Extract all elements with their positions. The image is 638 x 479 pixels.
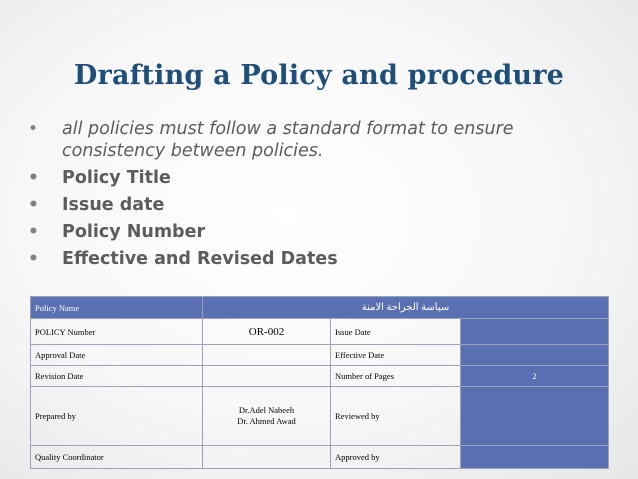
revision-date-value <box>203 366 331 387</box>
bullet-icon: • <box>28 249 39 269</box>
effective-date-label: Effective Date <box>331 345 461 366</box>
reviewed-by-label: Reviewed by <box>331 387 461 446</box>
prepared-by-label: Prepared by <box>31 387 203 446</box>
policy-number-label: POLICY Number <box>31 319 203 345</box>
bullet-item <box>28 167 618 189</box>
number-of-pages-value: 2 <box>461 366 609 387</box>
table-row <box>31 387 609 446</box>
effective-date-value <box>461 345 609 366</box>
bullet-text: Effective and Revised Dates <box>62 249 338 269</box>
prepared-by-name-1: Dr.Adel Nabeeh <box>238 405 295 415</box>
table-row <box>31 319 609 345</box>
bullet-item <box>28 118 618 162</box>
policy-name-label: Policy Name <box>31 297 203 319</box>
reviewed-by-value <box>461 387 609 446</box>
approval-date-label: Approval Date <box>31 345 203 366</box>
bullet-icon: • <box>28 222 39 242</box>
approved-by-label: Approved by <box>331 446 461 469</box>
table-row <box>31 446 609 469</box>
bullet-icon: • <box>28 168 39 188</box>
bullet-list <box>28 118 618 275</box>
table-row <box>31 297 609 319</box>
prepared-by-name-2: Dr. Ahmed Awad <box>237 416 296 426</box>
bullet-text: all policies must follow a standard format to ensure consistency between policies. <box>62 119 514 161</box>
policy-form-table <box>30 296 609 469</box>
table-row <box>31 345 609 366</box>
bullet-item <box>28 194 618 216</box>
approved-by-value <box>461 446 609 469</box>
bullet-item <box>28 221 618 243</box>
policy-number-value: OR-002 <box>203 319 331 345</box>
bullet-icon: • <box>28 195 39 215</box>
bullet-text: Issue date <box>62 195 165 215</box>
slide-title: Drafting a Policy and procedure <box>73 60 565 91</box>
bullet-text: Policy Number <box>62 222 206 242</box>
prepared-by-value <box>203 387 331 446</box>
revision-date-label: Revision Date <box>31 366 203 387</box>
bullet-item <box>28 248 618 270</box>
bullet-icon: • <box>28 119 39 139</box>
bullet-text: Policy Title <box>62 168 171 188</box>
number-of-pages-label: Number of Pages <box>331 366 461 387</box>
issue-date-label: Issue Date <box>331 319 461 345</box>
policy-name-value: سياسة الجراحة الامنة <box>203 297 609 319</box>
table-row <box>31 366 609 387</box>
quality-coordinator-value <box>203 446 331 469</box>
issue-date-value <box>461 319 609 345</box>
approval-date-value <box>203 345 331 366</box>
quality-coordinator-label: Quality Coordinator <box>31 446 203 469</box>
